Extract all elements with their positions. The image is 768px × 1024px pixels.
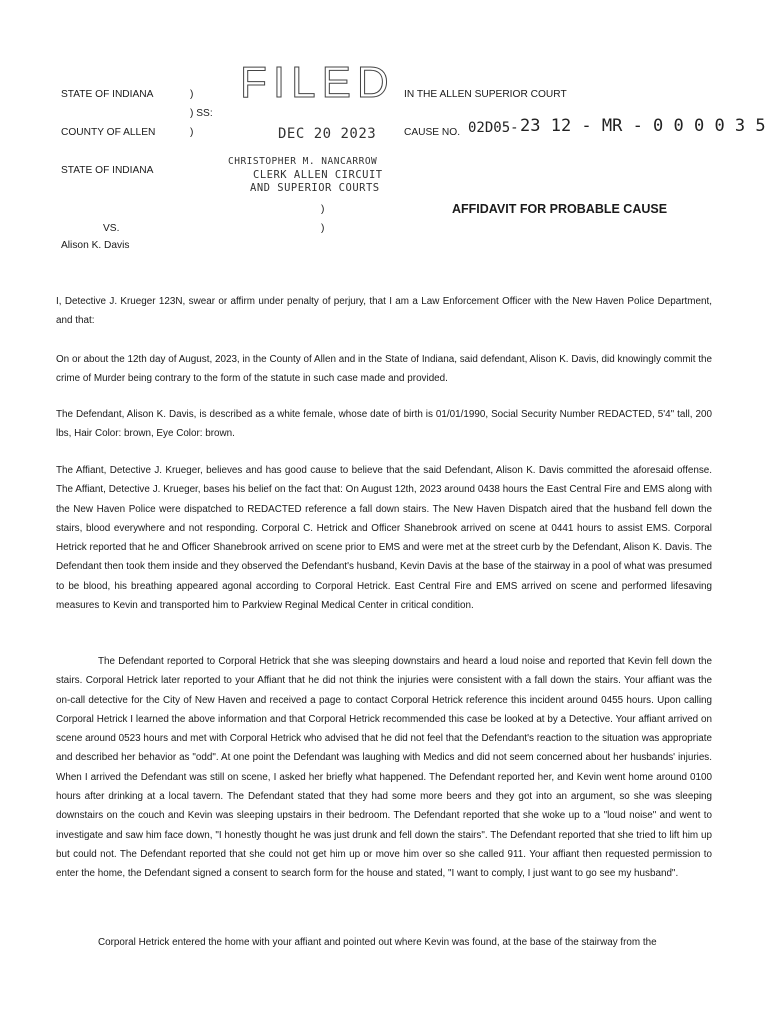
- caption-county: COUNTY OF ALLEN: [61, 127, 156, 138]
- cause-number: 23 12 - MR - 0 0 0 0 3 5: [520, 116, 766, 136]
- caption-paren: ): [321, 204, 325, 215]
- paragraph-charge: On or about the 12th day of August, 2023, in the County of Allen and in the State of Indiana, said defendant, Alison K. Davis, did knowingly commit the crime of Murder being contrary to the form of the statute in such case made and provided.: [56, 354, 712, 385]
- caption-vs: VS.: [103, 223, 120, 234]
- filed-stamp-text: FILED: [240, 58, 395, 107]
- paragraph-description: The Defendant, Alison K. Davis, is described as a white female, whose date of birth is 01/01/1990, Social Security Number REDACTED, 5'4" tall, 200 lbs, Hair Color: brown, Eye Color: brown.: [56, 409, 712, 440]
- caption-state-plaintiff: STATE OF INDIANA: [61, 165, 154, 176]
- caption-paren: ): [190, 127, 194, 138]
- cause-label: CAUSE NO.: [404, 127, 461, 138]
- filed-stamp: [240, 58, 395, 108]
- paragraph-continuation: Corporal Hetrick entered the home with your affiant and pointed out where Kevin was found, at the base of the stairway from the: [98, 937, 657, 948]
- caption-paren: ): [321, 223, 325, 234]
- paragraph-oath: I, Detective J. Krueger 123N, swear or affirm under penalty of perjury, that I am a Law Enforcement Officer with the New Haven Police Department, and that:: [56, 296, 712, 327]
- stamp-date: DEC 20 2023: [278, 126, 377, 142]
- court-name: IN THE ALLEN SUPERIOR COURT: [404, 89, 567, 100]
- stamp-clerk-title: CLERK ALLEN CIRCUIT: [253, 169, 383, 181]
- paragraph-probable-cause: The Affiant, Detective J. Krueger, believes and has good cause to believe that the said Defendant, Alison K. Davis committed the aforesaid offense. The Affiant, Detective J. Krueger, bases his belief on the fact that: On August 12th, 2023 around 0438 hours the East Central Fire and EMS along with the New Haven Police were dispatched to REDACTED reference a fall down stairs. The New Haven Dispatch aired that the husband fell down the stairs, blood everywhere and not responding. Corporal C. Hetrick and Officer Shanebrook arrived on scene at 0441 hours to assist EMS. Corporal Hetrick reported that he and Officer Shanebrook arrived on scene prior to EMS and were met at the street curb by the Defendant, Alison K. Davis. The Defendant then took them inside and they observed the Defendant's husband, Kevin Davis at the base of the stairway in a pool of what was presumed to be blood, his breathing appeared agonal according to Corporal Hetrick. East Central Fire and EMS arrived on scene and performed lifesaving measures to Kevin and transported him to Parkview Reginal Medical Center in critical condition.: [56, 465, 712, 612]
- document-title: AFFIDAVIT FOR PROBABLE CAUSE: [452, 202, 668, 216]
- paragraph-investigation: The Defendant reported to Corporal Hetrick that she was sleeping downstairs and heard a loud noise and reported that Kevin fell down the stairs. Corporal Hetrick later reported to your Affiant that he did not think the injuries were consistent with a fall down the stairs. Your affiant was the on-call detective for the City of New Haven and received a page to contact Corporal Hetrick reference this incident around 0455 hours. Upon calling Corporal Hetrick I learned the above information and that Corporal Hetrick recommended this case be looked at by a Detective. Your affiant arrived on scene around 0523 hours and met with Corporal Hetrick who advised that he did not feel that the Defendant's reaction to the situation was appropriate and described her behavior as "odd". At one point the Defendant was laughing with Medics and did not seem concerned about her husbands' injuries. When I arrived the Defendant was still on scene, I asked her briefly what happened. The Defendant reported her, and Kevin went home around 0100 hours after drinking at a local tavern. The Defendant stated that they had some more beers and they got into an argument, so she was sleeping downstairs on the couch and Kevin was sleeping upstairs in their bedroom. The Defendant reported that she woke up to a "loud noise" and went to investigate and saw him face down, "I honestly thought he was just drunk and fell down the stairs". The Defendant reported that she tried to lift him up but could not. The Defendant reported that she could not get him up or move him over so she called 911. Your affiant then requested permission to enter the home, the Defendant signed a consent to search form for the house and stated, "I want to comply, I just want to go see my husband".: [56, 656, 712, 880]
- caption-paren: ): [190, 89, 194, 100]
- caption-defendant: Alison K. Davis: [61, 240, 130, 251]
- stamp-clerk-courts: AND SUPERIOR COURTS: [250, 182, 380, 194]
- caption-state-left: STATE OF INDIANA: [61, 89, 154, 100]
- caption-ss: ) SS:: [190, 108, 213, 119]
- stamp-clerk-name: CHRISTOPHER M. NANCARROW: [228, 156, 378, 167]
- cause-prefix: 02D05-: [468, 120, 519, 136]
